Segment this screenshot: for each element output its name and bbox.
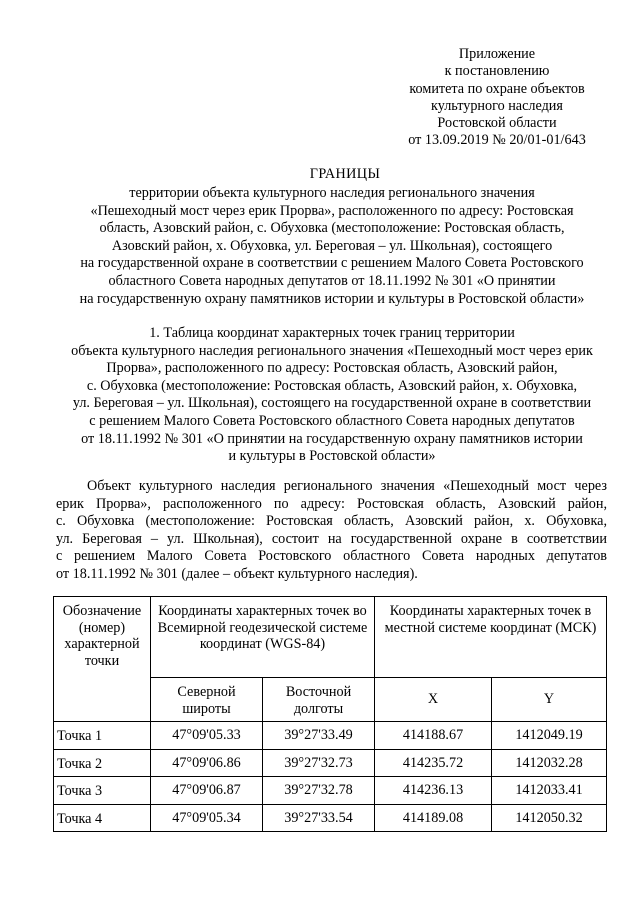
cell-point: Точка 4	[54, 804, 151, 832]
cell-y: 1412049.19	[492, 722, 607, 750]
appendix-line: от 13.09.2019 № 20/01-01/643	[408, 132, 586, 149]
paragraph-line: с решением Малого Совета Ростовского областного Совета народных депутатов	[56, 548, 607, 565]
cell-x: 414236.13	[375, 777, 492, 805]
table-row	[54, 804, 607, 832]
section-title-line: Прорва», расположенного по адресу: Ростовская область, Азовский район,	[106, 360, 558, 377]
document-title: ГРАНИЦЫ	[309, 166, 381, 182]
table-row	[54, 722, 607, 750]
header-wgs: Координаты характерных точек во Всемирной геодезической системе координат (WGS-84)	[151, 597, 375, 678]
header-x: X	[375, 678, 492, 722]
paragraph-line: Объект культурного наследия регионального значения «Пешеходный мост через	[87, 478, 607, 494]
table-row	[54, 749, 607, 777]
paragraph-line: ерик Прорва», расположенного по адресу: Ростовская область, Азовский район,	[56, 495, 607, 512]
subtitle-line: «Пешеходный мост через ерик Прорва», расположенного по адресу: Ростовская	[90, 202, 574, 219]
cell-point: Точка 1	[54, 722, 151, 750]
cell-y: 1412050.32	[492, 804, 607, 832]
table-row	[54, 777, 607, 805]
appendix-line: культурного наследия	[431, 97, 563, 114]
paragraph-line: с. Обуховка (местоположение: Ростовская область, Азовский район, х. Обуховка,	[56, 513, 607, 530]
section-title	[52, 325, 612, 466]
cell-x: 414189.08	[375, 804, 492, 832]
appendix-line: к постановлению	[444, 63, 550, 80]
subtitle-line: область, Азовский район, с. Обуховка (местоположение: Ростовская область,	[99, 220, 565, 237]
section-title-line: 1. Таблица координат характерных точек границ территории	[149, 325, 515, 341]
section-title-line: от 18.11.1992 № 301 «О принятии на государственную охрану памятников истории	[81, 430, 583, 447]
cell-point: Точка 2	[54, 749, 151, 777]
cell-east: 39°27'32.78	[263, 777, 375, 805]
header-east: Восточной долготы	[263, 678, 375, 722]
section-title-line: с решением Малого Совета Ростовского областного Совета народных депутатов	[89, 412, 575, 429]
cell-x: 414188.67	[375, 722, 492, 750]
header-north: Северной широты	[151, 678, 263, 722]
section-title-line: объекта культурного наследия регионального значения «Пешеходный мост через ерик	[71, 342, 593, 359]
cell-north: 47°09'05.34	[151, 804, 263, 832]
cell-y: 1412032.28	[492, 749, 607, 777]
cell-x: 414235.72	[375, 749, 492, 777]
section-title-line: с. Обуховка (местоположение: Ростовская область, Азовский район, х. Обуховка,	[86, 377, 578, 394]
paragraph-line: от 18.11.1992 № 301 (далее – объект культурного наследия).	[56, 565, 418, 582]
subtitle-line: на государственную охрану памятников истории и культуры в Ростовской области»	[79, 290, 585, 307]
appendix-line: комитета по охране объектов	[409, 80, 585, 97]
subtitle-line: Азовский район, х. Обуховка, ул. Береговая – ул. Школьная), состоящего	[111, 237, 553, 254]
header-msk: Координаты характерных точек в местной системе координат (МСК)	[375, 597, 607, 678]
cell-north: 47°09'05.33	[151, 722, 263, 750]
paragraph-line: ул. Береговая – ул. Школьная), состоит на государственной охране в соответствии	[56, 530, 607, 547]
cell-north: 47°09'06.87	[151, 777, 263, 805]
cell-east: 39°27'32.73	[263, 749, 375, 777]
header-y: Y	[492, 678, 607, 722]
appendix-line: Ростовской области	[437, 115, 557, 132]
coordinates-table	[53, 596, 607, 832]
subtitle-line: территории объекта культурного наследия регионального значения	[129, 185, 535, 201]
appendix-block	[392, 46, 602, 150]
section-title-line: и культуры в Ростовской области»	[228, 448, 436, 465]
cell-y: 1412033.41	[492, 777, 607, 805]
cell-east: 39°27'33.49	[263, 722, 375, 750]
table-header-row	[54, 597, 607, 678]
cell-point: Точка 3	[54, 777, 151, 805]
appendix-line: Приложение	[458, 46, 536, 62]
subtitle-line: областного Совета народных депутатов от 18.11.1992 № 301 «О принятии	[108, 272, 556, 289]
cell-north: 47°09'06.86	[151, 749, 263, 777]
body-paragraph	[56, 478, 607, 584]
document-subtitle	[52, 185, 612, 308]
cell-east: 39°27'33.54	[263, 804, 375, 832]
section-title-line: ул. Береговая – ул. Школьная), состоящего на государственной охране в соответствии	[72, 395, 592, 412]
subtitle-line: на государственной охране в соответствии с решением Малого Совета Ростовского	[80, 255, 584, 272]
header-designation: Обозначение (номер) характерной точки	[54, 597, 151, 722]
